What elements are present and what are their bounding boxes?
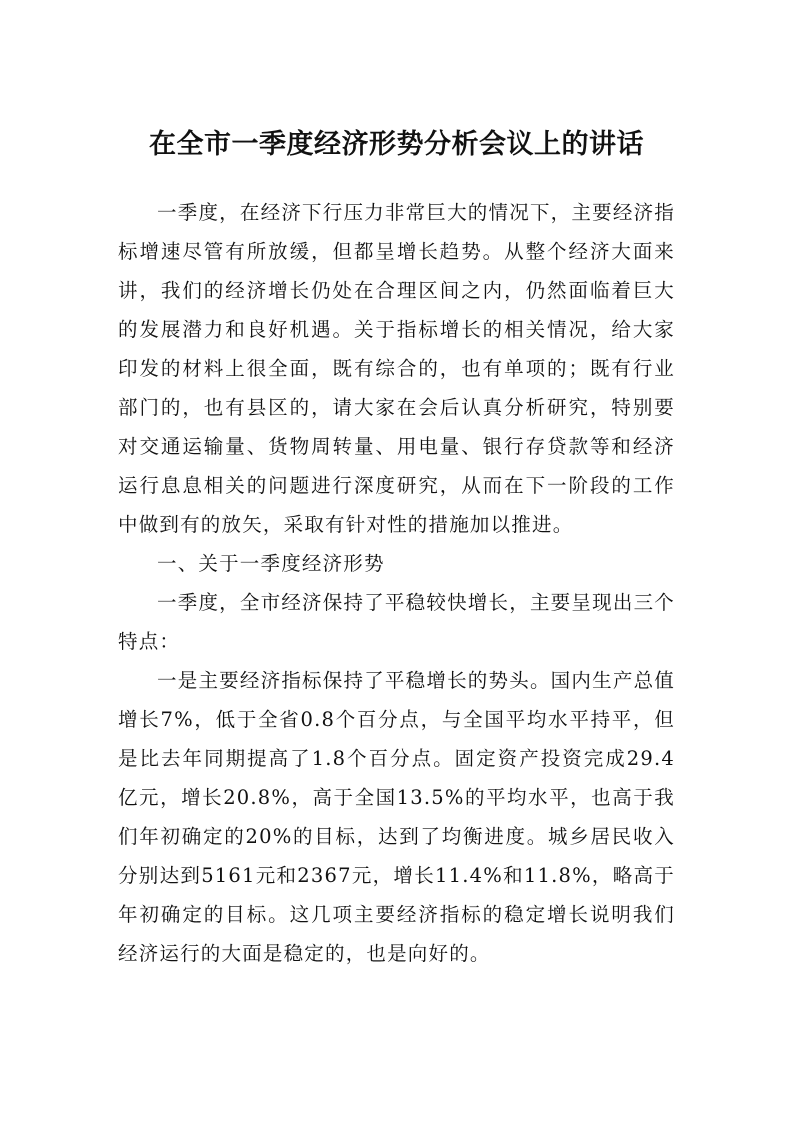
document-title: 在全市一季度经济形势分析会议上的讲话 (149, 129, 644, 160)
paragraph-overview: 一季度，全市经济保持了平稳较快增长，主要呈现出三个特点： (118, 591, 675, 653)
document-body (118, 193, 675, 973)
section-heading-one: 一、关于一季度经济形势 (157, 552, 385, 575)
paragraph-feature-one: 一是主要经济指标保持了平稳增长的势头。国内生产总值增长7%，低于全省0.8个百分点，与全国平均水平持平，但是比去年同期提高了1.8个百分点。固定资产投资完成29.4亿元，增长20.8%，高于全国13.5%的平均水平，也高于我们年初确定的20%的目标，达到了均衡进度。城乡居民收入分别达到5161元和2367元，增长11.4%和11.8%，略高于年初确定的目标。这几项主要经济指标的稳定增长说明我们经济运行的大面是稳定的，也是向好的。 (118, 669, 675, 965)
paragraph-intro: 一季度，在经济下行压力非常巨大的情况下，主要经济指标增速尽管有所放缓，但都呈增长趋势。从整个经济大面来讲，我们的经济增长仍处在合理区间之内，仍然面临着巨大的发展潜力和良好机遇。关于指标增长的相关情况，给大家印发的材料上很全面，既有综合的，也有单项的；既有行业部门的，也有县区的，请大家在会后认真分析研究，特别要对交通运输量、货物周转量、用电量、银行存贷款等和经济运行息息相关的问题进行深度研究，从而在下一阶段的工作中做到有的放矢，采取有针对性的措施加以推进。 (118, 201, 675, 536)
